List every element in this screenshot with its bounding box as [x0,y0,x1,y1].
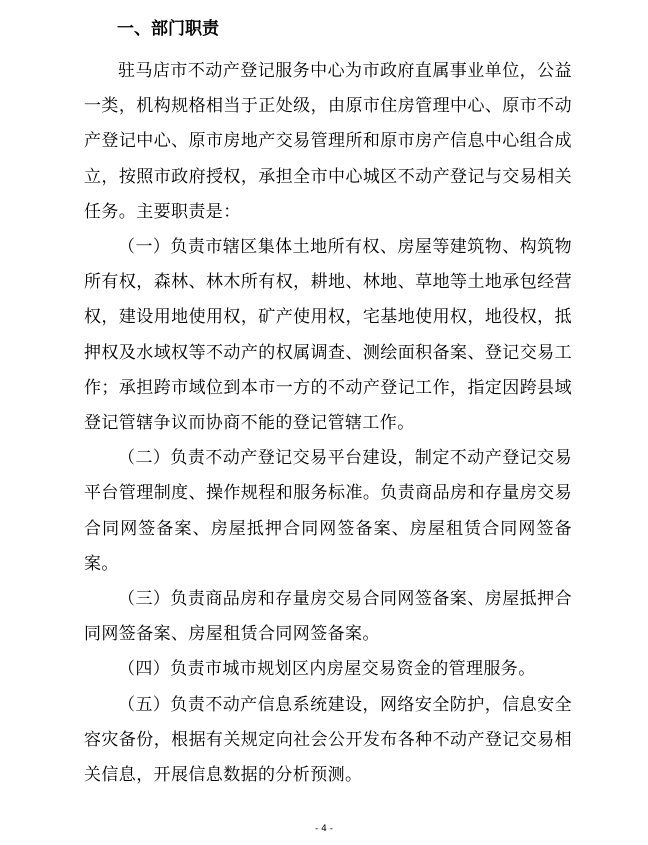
page-number: - 4 - [315,824,333,834]
paragraph-duty-3: （三）负责商品房和存量房交易合同网签备案、房屋抵押合同网签备案、房屋租赁合同网签备案。 [84,589,572,645]
paragraph-duty-4: （四）负责市城市规划区内房屋交易资金的管理服务。 [118,659,536,680]
document-body [84,54,572,793]
paragraph-duty-2: （二）负责不动产登记交易平台建设，制定不动产登记交易平台管理制度、操作规程和服务标准。负责商品房和存量房交易合同网签备案、房屋抵押合同网签备案、房屋租赁合同网签备案。 [84,448,572,574]
paragraph-duty-5: （五）负责不动产信息系统建设，网络安全防护，信息安全容灾备份，根据有关规定向社会公开发布各种不动产登记交易相关信息，开展信息数据的分析预测。 [84,694,572,786]
section-heading: 一、部门职责 [117,19,219,39]
paragraph-duty-1: （一）负责市辖区集体土地所有权、房屋等建筑物、构筑物所有权，森林、林木所有权，耕地、林地、草地等土地承包经营权，建设用地使用权，矿产使用权，宅基地使用权，地役权，抵押权及水域权等不动产的权属调查、测绘面积备案、登记交易工作；承担跨市域位到本市一方的不动产登记工作，指定因跨县域登记管辖争议而协商不能的登记管辖工作。 [84,237,572,434]
paragraph-intro: 驻马店市不动产登记服务中心为市政府直属事业单位，公益一类，机构规格相当于正处级，由原市住房管理中心、原市不动产登记中心、原市房地产交易管理所和原市房产信息中心组合成立，按照市政府授权，承担全市中心城区不动产登记与交易相关任务。主要职责是： [84,61,572,222]
